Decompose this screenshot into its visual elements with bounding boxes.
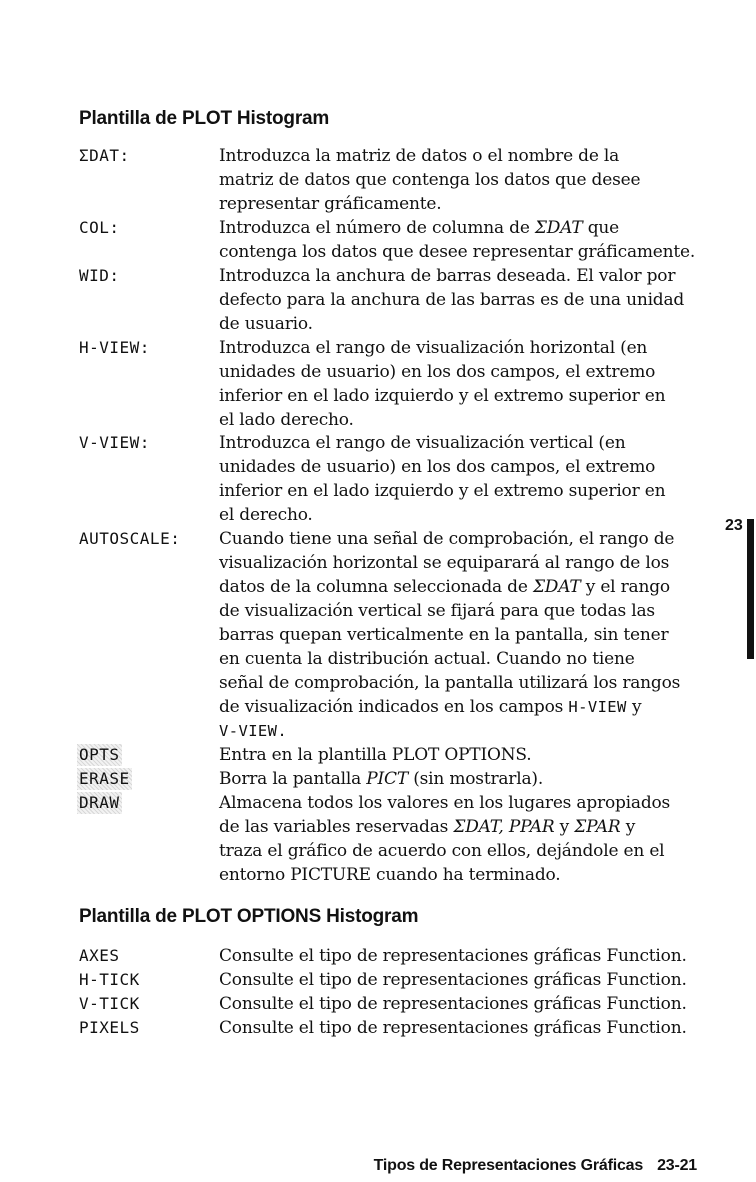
desc-line: Introduzca el rango de visualización vertical (en bbox=[219, 433, 626, 453]
field-description bbox=[219, 264, 709, 336]
desc-text: que bbox=[587, 218, 619, 238]
key-description bbox=[219, 743, 709, 767]
field-term: H-VIEW: bbox=[79, 338, 150, 357]
field-ref-v-view: V-VIEW. bbox=[219, 722, 288, 740]
page-footer bbox=[374, 1157, 697, 1175]
key-description bbox=[219, 767, 709, 791]
desc-line: Introduzca el rango de visualización horizontal (en bbox=[219, 338, 648, 358]
var-ppar: PPAR bbox=[508, 817, 555, 837]
desc-text: y el rango bbox=[585, 577, 670, 597]
desc-line bbox=[219, 767, 709, 791]
var-sigma-par: ΣPAR bbox=[574, 817, 621, 837]
desc-line: contenga los datos que desee representar gráficamente. bbox=[219, 242, 696, 262]
desc-line: inferior en el lado izquierdo y el extremo superior en bbox=[219, 386, 666, 406]
option-description: Consulte el tipo de representaciones gráficas Function. bbox=[219, 946, 687, 966]
option-term: V-TICK bbox=[79, 994, 140, 1013]
desc-line: señal de comprobación, la pantalla utilizará los rangos bbox=[219, 673, 681, 693]
option-term: H-TICK bbox=[79, 970, 140, 989]
desc-line: el lado derecho. bbox=[219, 410, 354, 430]
page-number: 23-21 bbox=[657, 1157, 697, 1174]
desc-line: de visualización vertical se fijará para que todas las bbox=[219, 601, 655, 621]
field-ref-h-view: H-VIEW bbox=[568, 698, 627, 716]
desc-line: barras quepan verticalmente en la pantalla, sin tener bbox=[219, 625, 669, 645]
field-description bbox=[219, 527, 709, 743]
desc-text: de las variables reservadas bbox=[219, 817, 449, 837]
desc-line bbox=[219, 815, 709, 839]
field-description bbox=[219, 216, 709, 264]
desc-text: (sin mostrarla). bbox=[413, 769, 544, 789]
chapter-tab-bar bbox=[747, 519, 754, 659]
field-description bbox=[219, 144, 709, 216]
desc-text: Borra la pantalla bbox=[219, 769, 362, 789]
desc-line: inferior en el lado izquierdo y el extremo superior en bbox=[219, 481, 666, 501]
desc-line: Almacena todos los valores en los lugares apropiados bbox=[219, 793, 671, 813]
desc-text: Introduzca el número de columna de bbox=[219, 218, 530, 238]
desc-line bbox=[219, 575, 709, 599]
desc-line: representar gráficamente. bbox=[219, 194, 442, 214]
field-term: AUTOSCALE: bbox=[79, 529, 181, 548]
desc-line: traza el gráfico de acuerdo con ellos, dejándole en el bbox=[219, 841, 665, 861]
draw-menu-key[interactable]: DRAW bbox=[79, 793, 120, 812]
erase-menu-key[interactable]: ERASE bbox=[79, 769, 130, 788]
field-term: WID: bbox=[79, 266, 120, 285]
desc-text: y bbox=[632, 697, 642, 717]
desc-line bbox=[219, 695, 709, 719]
section-heading-plot: Plantilla de PLOT Histogram bbox=[79, 108, 330, 129]
desc-line: de usuario. bbox=[219, 314, 313, 334]
desc-text: de visualización indicados en los campos bbox=[219, 697, 564, 717]
desc-line: defecto para la anchura de las barras es de una unidad bbox=[219, 290, 685, 310]
var-sigma-dat: ΣDAT, bbox=[453, 817, 504, 837]
chapter-tab-number: 23 bbox=[725, 517, 743, 534]
field-term: V-VIEW: bbox=[79, 433, 150, 452]
desc-line: Cuando tiene una señal de comprobación, el rango de bbox=[219, 529, 675, 549]
desc-line: Introduzca la matriz de datos o el nombre de la bbox=[219, 146, 620, 166]
option-term: PIXELS bbox=[79, 1018, 140, 1037]
desc-line: en cuenta la distribución actual. Cuando no tiene bbox=[219, 649, 635, 669]
var-pict: PICT bbox=[366, 769, 408, 789]
option-description: Consulte el tipo de representaciones gráficas Function. bbox=[219, 1018, 687, 1038]
footer-title: Tipos de Representaciones Gráficas bbox=[373, 1157, 644, 1174]
var-sigma-dat: ΣDAT bbox=[534, 218, 583, 238]
field-description bbox=[219, 431, 709, 527]
desc-line bbox=[219, 216, 709, 240]
section-heading-plot-options: Plantilla de PLOT OPTIONS Histogram bbox=[79, 906, 419, 927]
field-term: ΣDAT: bbox=[79, 146, 130, 165]
opts-menu-key[interactable]: OPTS bbox=[79, 745, 120, 764]
desc-line: el derecho. bbox=[219, 505, 313, 525]
desc-text: y bbox=[625, 817, 636, 837]
option-description: Consulte el tipo de representaciones gráficas Function. bbox=[219, 970, 687, 990]
desc-line: entorno PICTURE cuando ha terminado. bbox=[219, 865, 561, 885]
desc-line: visualización horizontal se equiparará al rango de los bbox=[219, 553, 670, 573]
desc-text: y bbox=[559, 817, 570, 837]
desc-line: unidades de usuario) en los dos campos, el extremo bbox=[219, 362, 656, 382]
desc-line: matriz de datos que contenga los datos que desee bbox=[219, 170, 641, 190]
option-description: Consulte el tipo de representaciones gráficas Function. bbox=[219, 994, 687, 1014]
desc-line: Introduzca la anchura de barras deseada. El valor por bbox=[219, 266, 676, 286]
key-description bbox=[219, 791, 709, 887]
field-term: COL: bbox=[79, 218, 120, 237]
desc-line: Entra en la plantilla PLOT OPTIONS. bbox=[219, 745, 532, 765]
var-sigma-dat: ΣDAT bbox=[532, 577, 581, 597]
field-description bbox=[219, 336, 709, 432]
desc-line: unidades de usuario) en los dos campos, el extremo bbox=[219, 457, 656, 477]
desc-text: datos de la columna seleccionada de bbox=[219, 577, 528, 597]
option-term: AXES bbox=[79, 946, 120, 965]
